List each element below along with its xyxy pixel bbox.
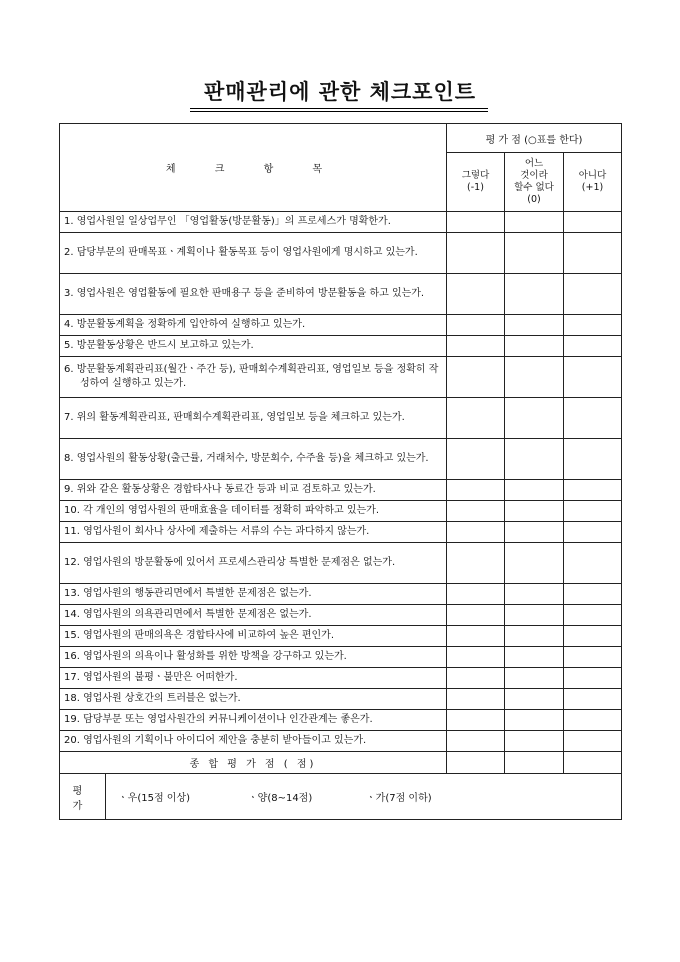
checklist-item-text: 14. 영업사원의 의욕관리면에서 특별한 문제점은 없는가. — [64, 609, 312, 620]
score-cell-no[interactable] — [564, 731, 622, 752]
score-cell-neutral[interactable] — [505, 668, 564, 689]
checklist-row — [60, 605, 622, 626]
score-group-header: 평 가 점 (○표를 한다) — [447, 124, 622, 153]
checklist-row — [60, 336, 622, 357]
neutral-column-header — [505, 153, 564, 212]
score-cell-yes[interactable] — [447, 522, 505, 543]
checklist-item — [60, 212, 447, 233]
score-cell-neutral[interactable] — [505, 543, 564, 584]
checklist-row — [60, 315, 622, 336]
total-score-label: 종 합 평 가 점 ( 점) — [60, 752, 447, 774]
score-cell-neutral[interactable] — [505, 605, 564, 626]
checklist-item-text: 10. 각 개인의 영업사원의 판매효율을 데이터를 정확히 파악하고 있는가. — [64, 505, 379, 516]
checklist-table — [59, 123, 622, 820]
score-cell-yes[interactable] — [447, 668, 505, 689]
score-cell-yes[interactable] — [447, 398, 505, 439]
evaluation-options — [106, 774, 622, 819]
score-cell-no[interactable] — [564, 584, 622, 605]
score-cell-no[interactable] — [564, 274, 622, 315]
checklist-item-text: 12. 영업사원의 방문활동에 있어서 프로세스관리상 특별한 문제점은 없는가. — [64, 557, 396, 568]
checklist-item-text: 5. 방문활동상황은 반드시 보고하고 있는가. — [64, 340, 254, 351]
checklist-item-text: 2. 담당부문의 판매목표ㆍ계획이나 활동목표 등이 영업사원에게 명시하고 있는가. — [64, 247, 418, 258]
checklist-item-text: 9. 위와 같은 활동상황은 경합타사나 동료간 등과 비교 검토하고 있는가. — [64, 484, 376, 495]
score-cell-no[interactable] — [564, 626, 622, 647]
score-cell-neutral[interactable] — [505, 522, 564, 543]
checklist-row — [60, 668, 622, 689]
score-cell-neutral[interactable] — [505, 274, 564, 315]
score-cell-yes[interactable] — [447, 480, 505, 501]
neutral-score: (0) — [527, 194, 541, 205]
checklist-item — [60, 501, 447, 522]
checklist-item — [60, 522, 447, 543]
score-cell-no[interactable] — [564, 398, 622, 439]
score-cell-yes[interactable] — [447, 439, 505, 480]
yes-score: (-1) — [467, 182, 484, 193]
score-cell-no[interactable] — [564, 668, 622, 689]
checklist-item — [60, 710, 447, 731]
score-cell-no[interactable] — [564, 543, 622, 584]
checklist-item — [60, 626, 447, 647]
evaluation-cell — [60, 774, 622, 820]
checklist-row — [60, 398, 622, 439]
page-title: 판매관리에 관한 체크포인트 — [203, 79, 477, 104]
checklist-row — [60, 626, 622, 647]
score-cell-no[interactable] — [564, 212, 622, 233]
checklist-item — [60, 689, 447, 710]
evaluation-option: ㆍ양(8~14점) — [248, 793, 313, 804]
score-cell-neutral[interactable] — [505, 233, 564, 274]
score-cell-no[interactable] — [564, 439, 622, 480]
total-cell-yes[interactable] — [447, 752, 505, 774]
checklist-item — [60, 274, 447, 315]
checklist-item — [60, 647, 447, 668]
checklist-row — [60, 731, 622, 752]
total-cell-neutral[interactable] — [505, 752, 564, 774]
score-cell-yes[interactable] — [447, 274, 505, 315]
checklist-item — [60, 315, 447, 336]
score-cell-yes[interactable] — [447, 357, 505, 398]
checklist-item — [60, 439, 447, 480]
score-cell-neutral[interactable] — [505, 357, 564, 398]
neutral-label-1: 어느 — [524, 158, 544, 169]
checklist-row — [60, 439, 622, 480]
evaluation-option: ㆍ우(15점 이상) — [118, 793, 191, 804]
checklist-item-text: 11. 영업사원이 회사나 상사에 제출하는 서류의 수는 과다하지 않는가. — [64, 526, 370, 537]
score-cell-no[interactable] — [564, 647, 622, 668]
checklist-row — [60, 543, 622, 584]
items-header: 체 크 항 목 — [60, 124, 447, 212]
checklist-item — [60, 543, 447, 584]
neutral-label-2: 것이라 — [520, 170, 548, 181]
score-cell-neutral[interactable] — [505, 336, 564, 357]
checklist-item-text: 8. 영업사원의 활동상황(출근률, 거래처수, 방문회수, 수주율 등)을 체크하고 있는가. — [64, 453, 429, 464]
score-cell-no[interactable] — [564, 605, 622, 626]
score-cell-yes[interactable] — [447, 315, 505, 336]
score-cell-yes[interactable] — [447, 731, 505, 752]
score-cell-neutral[interactable] — [505, 501, 564, 522]
checklist-item — [60, 233, 447, 274]
score-cell-yes[interactable] — [447, 689, 505, 710]
score-cell-no[interactable] — [564, 357, 622, 398]
score-cell-yes[interactable] — [447, 501, 505, 522]
checklist-row — [60, 212, 622, 233]
total-cell-no[interactable] — [564, 752, 622, 774]
checklist-item-text: 6. 방문활동계획관리표(월간ㆍ주간 등), 판매회수계획관리표, 영업일보 등을 정확히 작성하여 실행하고 있는가. — [64, 364, 439, 389]
checklist-row — [60, 710, 622, 731]
score-cell-yes[interactable] — [447, 584, 505, 605]
score-cell-no[interactable] — [564, 233, 622, 274]
checklist-item-text: 3. 영업사원은 영업활동에 필요한 판매용구 등을 준비하여 방문활동을 하고 있는가. — [64, 288, 425, 299]
score-cell-neutral[interactable] — [505, 439, 564, 480]
checklist-row — [60, 584, 622, 605]
checklist-item — [60, 398, 447, 439]
yes-column-header — [447, 153, 505, 212]
checklist-item-text: 4. 방문활동계획을 정확하게 입안하여 실행하고 있는가. — [64, 319, 306, 330]
checklist-row — [60, 647, 622, 668]
total-row — [60, 752, 622, 774]
no-column-header — [564, 153, 622, 212]
score-cell-yes[interactable] — [447, 710, 505, 731]
neutral-label-3: 할수 없다 — [514, 182, 554, 193]
score-cell-no[interactable] — [564, 336, 622, 357]
checklist-item-text: 16. 영업사원의 의욕이나 활성화를 위한 방책을 강구하고 있는가. — [64, 651, 347, 662]
score-cell-neutral[interactable] — [505, 584, 564, 605]
checklist-row — [60, 480, 622, 501]
checklist-item-text: 17. 영업사원의 불평ㆍ불만은 어떠한가. — [64, 672, 238, 683]
checklist-item-text: 15. 영업사원의 판매의욕은 경합타사에 비교하여 높은 편인가. — [64, 630, 334, 641]
score-cell-neutral[interactable] — [505, 689, 564, 710]
no-score: (+1) — [581, 182, 604, 193]
checklist-item — [60, 357, 447, 398]
score-cell-no[interactable] — [564, 315, 622, 336]
score-cell-yes[interactable] — [447, 336, 505, 357]
score-cell-no[interactable] — [564, 522, 622, 543]
score-cell-no[interactable] — [564, 501, 622, 522]
score-cell-no[interactable] — [564, 480, 622, 501]
score-cell-no[interactable] — [564, 710, 622, 731]
score-cell-yes[interactable] — [447, 647, 505, 668]
checklist-item-text: 18. 영업사원 상호간의 트러블은 없는가. — [64, 693, 241, 704]
score-cell-no[interactable] — [564, 689, 622, 710]
score-cell-neutral[interactable] — [505, 647, 564, 668]
checklist-row — [60, 274, 622, 315]
checklist-item-text: 13. 영업사원의 행동관리면에서 특별한 문제점은 없는가. — [64, 588, 312, 599]
checklist-row — [60, 689, 622, 710]
checklist-row — [60, 233, 622, 274]
score-cell-yes[interactable] — [447, 626, 505, 647]
no-label: 아니다 — [578, 170, 607, 181]
checklist-row — [60, 501, 622, 522]
evaluation-row — [60, 774, 622, 820]
score-cell-neutral[interactable] — [505, 212, 564, 233]
checklist-item — [60, 605, 447, 626]
score-cell-neutral[interactable] — [505, 731, 564, 752]
checklist-row — [60, 357, 622, 398]
checklist-item — [60, 480, 447, 501]
checklist-item — [60, 584, 447, 605]
evaluation-option: ㆍ가(7점 이하) — [366, 793, 432, 804]
checklist-item — [60, 668, 447, 689]
checklist-item-text: 19. 담당부문 또는 영업사원간의 커뮤니케이션이나 인간관계는 좋은가. — [64, 714, 373, 725]
title-underline-double — [190, 111, 488, 112]
evaluation-label: 평 가 — [60, 774, 106, 819]
score-cell-yes[interactable] — [447, 212, 505, 233]
score-cell-neutral[interactable] — [505, 710, 564, 731]
checklist-item-text: 20. 영업사원의 기획이나 아이디어 제안을 충분히 받아들이고 있는가. — [64, 735, 367, 746]
score-cell-neutral[interactable] — [505, 398, 564, 439]
checklist-item — [60, 731, 447, 752]
title-underline — [190, 108, 488, 109]
score-cell-neutral[interactable] — [505, 626, 564, 647]
checklist-row — [60, 522, 622, 543]
score-cell-neutral[interactable] — [505, 480, 564, 501]
score-cell-yes[interactable] — [447, 605, 505, 626]
score-cell-neutral[interactable] — [505, 315, 564, 336]
score-cell-yes[interactable] — [447, 233, 505, 274]
checklist-item-text: 1. 영업사원일 일상업무인 「영업활동(방문활동)」의 프로세스가 명확한가. — [64, 216, 391, 227]
checklist-item-text: 7. 위의 활동계획관리표, 판매회수계획관리표, 영업일보 등을 체크하고 있는가. — [64, 412, 405, 423]
checklist-item — [60, 336, 447, 357]
yes-label: 그렇다 — [461, 170, 490, 181]
score-cell-yes[interactable] — [447, 543, 505, 584]
